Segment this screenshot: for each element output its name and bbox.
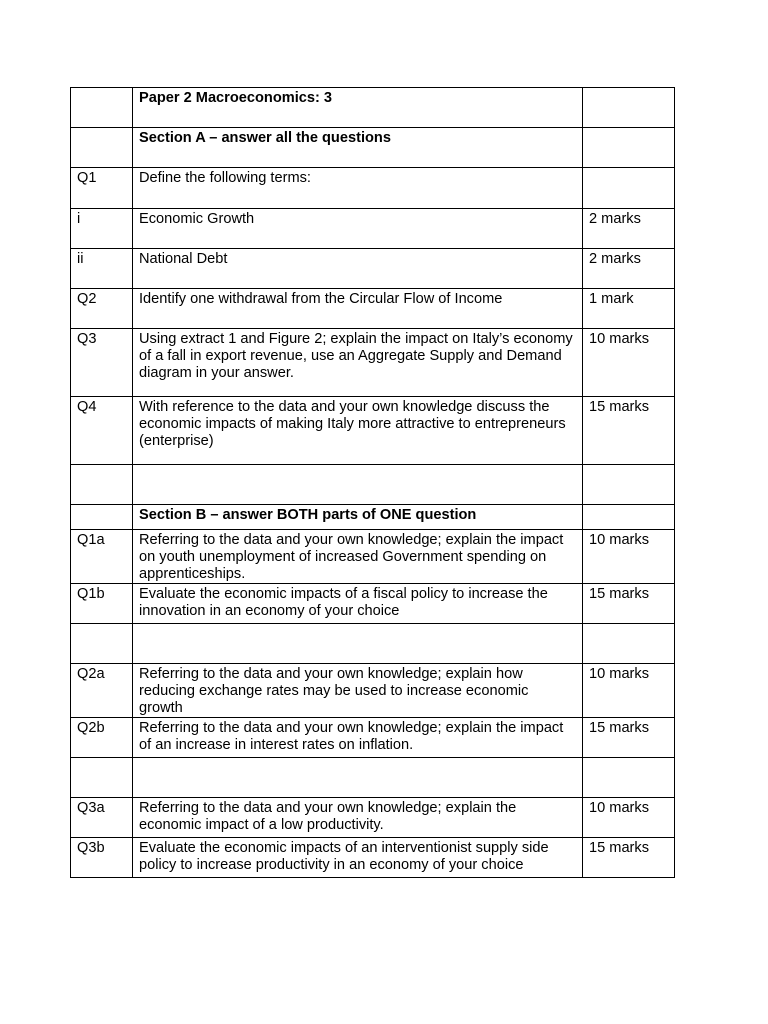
marks-cell: 15 marks — [583, 584, 675, 624]
exam-paper-table — [70, 87, 675, 878]
table-row — [71, 329, 675, 397]
question-number-cell: Q3 — [71, 329, 133, 397]
question-text-cell: Section B – answer BOTH parts of ONE question — [133, 505, 583, 530]
question-text-cell: Referring to the data and your own knowledge; explain the impact on youth unemployment of increased Government spending on apprenticeships. — [133, 530, 583, 584]
table-row — [71, 505, 675, 530]
question-number-cell: Q4 — [71, 397, 133, 465]
question-number-cell: ii — [71, 249, 133, 289]
table-row — [71, 584, 675, 624]
table-row — [71, 718, 675, 758]
marks-cell: 10 marks — [583, 530, 675, 584]
marks-cell: 10 marks — [583, 664, 675, 718]
question-number-cell — [71, 128, 133, 168]
question-number-cell: Q2a — [71, 664, 133, 718]
question-number-cell — [71, 88, 133, 128]
question-text-cell — [133, 624, 583, 664]
question-text-cell: Referring to the data and your own knowledge; explain how reducing exchange rates may be used to increase economic growth — [133, 664, 583, 718]
question-text-cell: Referring to the data and your own knowledge; explain the impact of an increase in interest rates on inflation. — [133, 718, 583, 758]
marks-cell — [583, 465, 675, 505]
question-text-cell: Evaluate the economic impacts of an interventionist supply side policy to increase productivity in an economy of your choice — [133, 838, 583, 878]
marks-cell — [583, 505, 675, 530]
question-number-cell — [71, 624, 133, 664]
question-number-cell — [71, 465, 133, 505]
question-text-cell: Referring to the data and your own knowledge; explain the economic impact of a low productivity. — [133, 798, 583, 838]
table-body — [71, 88, 675, 878]
table-row — [71, 530, 675, 584]
question-text-cell: With reference to the data and your own knowledge discuss the economic impacts of making Italy more attractive to entrepreneurs (enterprise) — [133, 397, 583, 465]
marks-cell: 15 marks — [583, 838, 675, 878]
question-number-cell: Q2 — [71, 289, 133, 329]
question-text-cell: Paper 2 Macroeconomics: 3 — [133, 88, 583, 128]
question-text-cell: Section A – answer all the questions — [133, 128, 583, 168]
table-row — [71, 465, 675, 505]
table-row — [71, 838, 675, 878]
table-row — [71, 128, 675, 168]
marks-cell: 15 marks — [583, 397, 675, 465]
table-row — [71, 798, 675, 838]
question-number-cell: Q1b — [71, 584, 133, 624]
marks-cell — [583, 88, 675, 128]
table-row — [71, 624, 675, 664]
table-row — [71, 289, 675, 329]
question-text-cell: Define the following terms: — [133, 168, 583, 209]
question-number-cell — [71, 758, 133, 798]
question-text-cell: National Debt — [133, 249, 583, 289]
question-number-cell: Q1 — [71, 168, 133, 209]
question-text-cell: Identify one withdrawal from the Circular Flow of Income — [133, 289, 583, 329]
marks-cell: 10 marks — [583, 798, 675, 838]
marks-cell: 2 marks — [583, 249, 675, 289]
marks-cell — [583, 128, 675, 168]
marks-cell: 2 marks — [583, 209, 675, 249]
question-number-cell — [71, 505, 133, 530]
table-row — [71, 758, 675, 798]
question-number-cell: Q1a — [71, 530, 133, 584]
question-number-cell: Q2b — [71, 718, 133, 758]
question-text-cell: Economic Growth — [133, 209, 583, 249]
question-number-cell: i — [71, 209, 133, 249]
marks-cell: 10 marks — [583, 329, 675, 397]
table-row — [71, 209, 675, 249]
marks-cell — [583, 624, 675, 664]
table-row — [71, 168, 675, 209]
question-text-cell: Using extract 1 and Figure 2; explain the impact on Italy’s economy of a fall in export revenue, use an Aggregate Supply and Demand diagram in your answer. — [133, 329, 583, 397]
marks-cell: 1 mark — [583, 289, 675, 329]
question-text-cell — [133, 465, 583, 505]
question-number-cell: Q3a — [71, 798, 133, 838]
marks-cell — [583, 758, 675, 798]
table-row — [71, 664, 675, 718]
marks-cell: 15 marks — [583, 718, 675, 758]
question-text-cell — [133, 758, 583, 798]
question-text-cell: Evaluate the economic impacts of a fiscal policy to increase the innovation in an economy of your choice — [133, 584, 583, 624]
table-row — [71, 249, 675, 289]
table-row — [71, 88, 675, 128]
question-number-cell: Q3b — [71, 838, 133, 878]
table-row — [71, 397, 675, 465]
marks-cell — [583, 168, 675, 209]
